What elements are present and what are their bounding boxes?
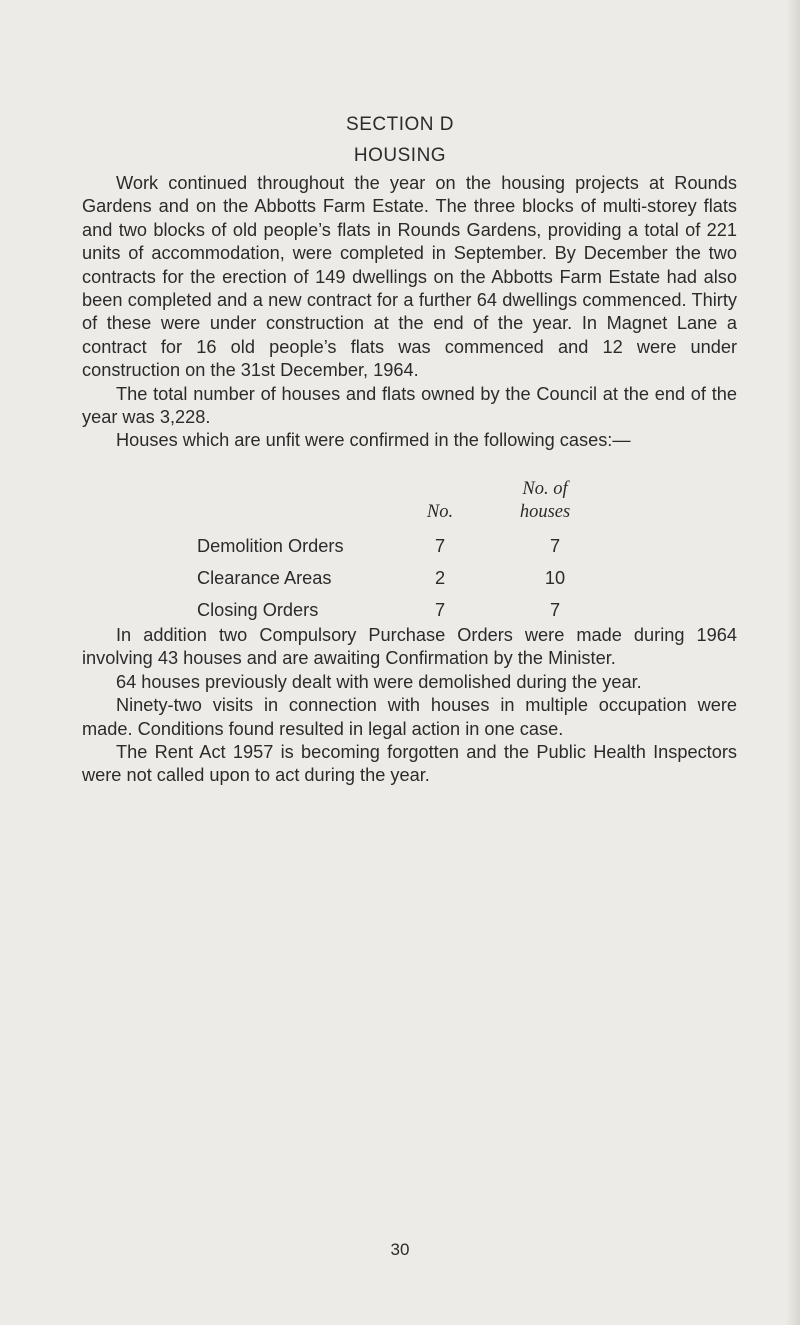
paragraph-demolished: 64 houses previously dealt with were demolished during the year.	[116, 671, 642, 692]
column-header-houses: houses	[519, 502, 571, 522]
paragraph-housing-projects: Work continued throughout the year on the housing projects at Rounds Gardens and on the Abbotts Farm Estate. The three blocks of multi-storey flats and two blocks of old people’s flats in Rounds Gardens, providing a total of 221 units of accommodation, were completed in September. By December the two contracts for the erection of 149 dwellings on the Abbotts Farm Estate had also been completed and a new contract for a further 64 dwellings commenced. Thirty of these were under construction at the end of the year. In Magnet Lane a contract for 16 old people’s flats was commenced and 12 were under construction on the 31st December, 1964.	[82, 173, 737, 381]
paragraph-multiple-occupation: Ninety-two visits in connection with houses in multiple occupation were made. Conditions found resulted in legal action in one case.	[82, 695, 737, 739]
closing-text-block	[82, 624, 737, 788]
table-cell-no: 2	[434, 568, 446, 588]
page-title: HOUSING	[353, 145, 447, 166]
table-row-label: Clearance Areas	[197, 568, 332, 588]
page-edge-shadow	[786, 0, 800, 1325]
table-cell-houses: 7	[549, 536, 561, 556]
page-number: 30	[390, 1240, 410, 1259]
table-row-label: Demolition Orders	[197, 536, 344, 556]
table-row-label: Closing Orders	[197, 600, 319, 620]
section-heading: SECTION D	[346, 114, 454, 135]
paragraph-rent-act: The Rent Act 1957 is becoming forgotten and the Public Health Inspectors were not called upon to act during the year.	[82, 742, 737, 786]
paragraph-compulsory-purchase: In addition two Compulsory Purchase Orders were made during 1964 involving 43 houses and are awaiting Confirmation by the Minister.	[82, 625, 737, 669]
table-cell-no: 7	[434, 536, 446, 556]
intro-text-block	[82, 172, 737, 453]
paragraph-total-houses: The total number of houses and flats owned by the Council at the end of the year was 3,228.	[82, 383, 737, 428]
column-header-no-of: No. of	[522, 479, 568, 499]
table-cell-houses: 10	[544, 568, 566, 588]
column-header-no: No.	[426, 502, 454, 522]
table-cell-no: 7	[434, 600, 446, 620]
paragraph-unfit-houses: Houses which are unfit were confirmed in the following cases:—	[116, 430, 631, 451]
table-cell-houses: 7	[549, 600, 561, 620]
